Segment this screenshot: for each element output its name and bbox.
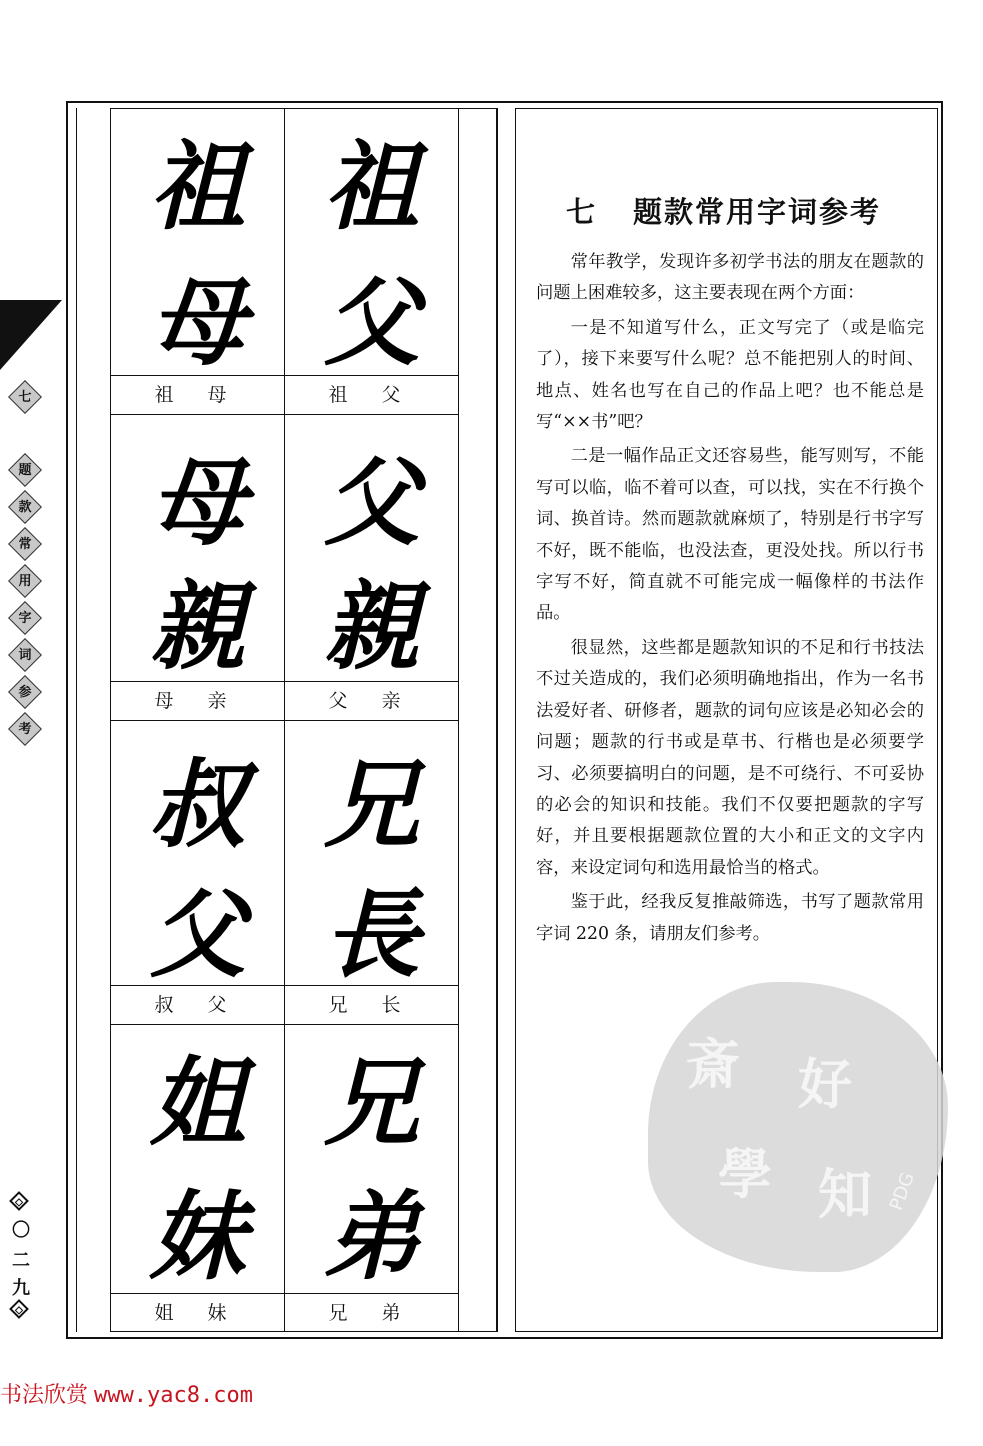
cell-caption: 母 亲 <box>111 681 284 720</box>
cell-caption: 兄 弟 <box>285 1293 458 1332</box>
calligraphy-glyph: 親 <box>323 570 420 683</box>
article-body <box>536 247 924 953</box>
calligraphy-glyph: 父 <box>323 266 420 379</box>
article-paragraph: 很显然，这些都是题款知识的不足和行书技法不过关造成的，我们必须明确地指出，作为一名书法爱好者、研修者，题款的词句应该是必知必会的问题；题款的行书或是草书、行楷也是必须要学习、必须要搞明白的问题，是不可绕行、不可妥协的必会的知识和技能。我们不仅要把题款的字写好，并且要根据题款位置的大小和正文的文字内容，来设定词句和选用最恰当的格式。 <box>536 637 924 878</box>
calligraphy-glyph: 妹 <box>149 1180 246 1293</box>
calligraphy-cell <box>111 1025 285 1331</box>
side-diamond-char: 参 <box>10 677 40 707</box>
frame-rule-left <box>76 108 77 1332</box>
side-diamond-char: 考 <box>10 714 40 744</box>
calligraphy-glyph: 母 <box>149 446 246 559</box>
article-title: 题款常用字词参考 <box>633 195 882 229</box>
side-diamond-chapter-num: 七 <box>10 382 40 412</box>
calligraphy-glyph: 長 <box>323 878 420 991</box>
calligraphy-cell <box>285 415 459 721</box>
side-diamond-char: 词 <box>10 640 40 670</box>
article-number: 七 <box>566 195 598 229</box>
article-paragraph: 常年教学，发现许多初学书法的朋友在题款的问题上困难较多，这主要表现在两个方面： <box>536 252 924 304</box>
calligraphy-glyph: 叔 <box>149 748 246 861</box>
cell-caption: 叔 父 <box>111 985 284 1024</box>
seal-char: 好 <box>798 1052 852 1116</box>
cell-caption: 姐 妹 <box>111 1293 284 1332</box>
calligraphy-glyph: 姐 <box>149 1046 246 1159</box>
calligraphy-cell <box>285 721 459 1025</box>
side-diamond-char: 题 <box>10 455 40 485</box>
cell-caption: 父 亲 <box>285 681 458 720</box>
calligraphy-glyph: 父 <box>323 446 420 559</box>
side-diamond-char: 款 <box>10 492 40 522</box>
calligraphy-cell <box>111 721 285 1025</box>
side-diamond-char: 字 <box>10 603 40 633</box>
calligraphy-cell <box>111 415 285 721</box>
calligraphy-cell <box>285 109 459 415</box>
site-name: 书法欣赏 <box>0 1383 89 1408</box>
calligraphy-glyph: 弟 <box>323 1180 420 1293</box>
cell-caption: 兄 长 <box>285 985 458 1024</box>
calligraphy-glyph: 父 <box>149 878 246 991</box>
article-paragraph: 鉴于此，经我反复推敲筛选，书写了题款常用字词 220 条，请朋友们参考。 <box>536 892 924 944</box>
calligraphy-glyph: 兄 <box>323 748 420 861</box>
seal-char: 學 <box>718 1142 772 1206</box>
seal-char: 知 <box>818 1162 872 1226</box>
calligraphy-grid <box>110 108 498 1332</box>
seal-char: 斎 <box>686 1032 740 1096</box>
chapter-tab-marker <box>0 300 62 370</box>
article-heading <box>566 190 881 231</box>
site-url-link[interactable]: www.yac8.com <box>94 1383 253 1408</box>
calligraphy-glyph: 祖 <box>323 130 420 243</box>
site-footer <box>0 1378 253 1409</box>
page-number-ornament-top <box>9 1191 29 1211</box>
article-paragraph: 一是不知道写什么，正文写完了（或是临完了），接下来要写什么呢？总不能把别人的时间、地点、姓名也写在自己的作品上吧？也不能总是写“××书”吧？ <box>536 317 924 433</box>
cell-caption: 祖 母 <box>111 375 284 414</box>
pdg-mark: PDG <box>886 1169 920 1214</box>
side-diamond-char: 用 <box>10 566 40 596</box>
page-number-digit: 〇 <box>12 1220 30 1241</box>
page-number-digit: 九 <box>12 1278 30 1299</box>
side-diamond-char: 常 <box>10 529 40 559</box>
seal-watermark <box>648 982 948 1272</box>
calligraphy-glyph: 祖 <box>149 130 246 243</box>
page-number-digit: 二 <box>12 1250 30 1271</box>
calligraphy-glyph: 親 <box>149 570 246 683</box>
calligraphy-glyph: 母 <box>149 266 246 379</box>
calligraphy-cell <box>111 109 285 415</box>
cell-caption: 祖 父 <box>285 375 458 414</box>
article-paragraph: 二是一幅作品正文还容易些，能写则写，不能写可以临，临不着可以查，可以找，实在不行换个词、换首诗。然而题款就麻烦了，特别是行书字写不好，既不能临，也没法查，更没处找。所以行书字写不好，简直就不可能完成一幅像样的书法作品。 <box>536 446 924 624</box>
calligraphy-cell <box>285 1025 459 1331</box>
page-number-ornament-bottom <box>9 1299 29 1319</box>
calligraphy-glyph: 兄 <box>323 1046 420 1159</box>
